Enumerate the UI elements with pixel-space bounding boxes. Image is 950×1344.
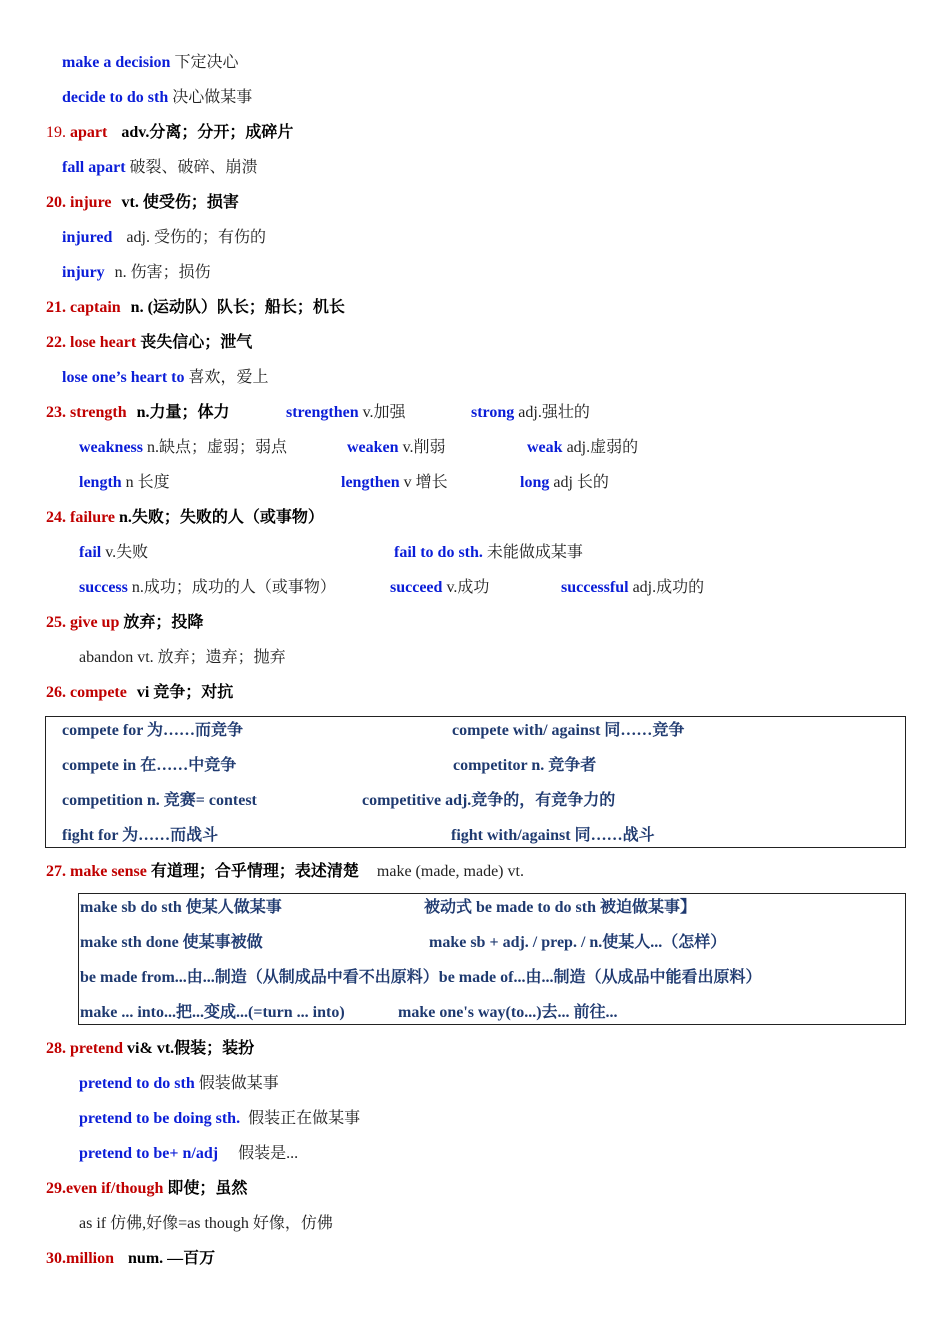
phrase-line — [62, 86, 252, 110]
phrase-en: decide to do sth — [62, 89, 169, 106]
entry-definition: n.失败；失败的人（或事物） — [115, 509, 324, 526]
phrase-en: lose one’s heart to — [62, 369, 185, 386]
phrase-line — [79, 1142, 298, 1166]
box-phrase: fight for 为……而战斗 — [62, 827, 219, 844]
entry-26 — [46, 681, 233, 705]
entry-word: 26. compete — [46, 684, 127, 701]
entry-23 — [46, 401, 926, 425]
related-word-en: length — [79, 474, 122, 491]
entry-definition: 丧失信心；泄气 — [136, 334, 253, 351]
phrase-line — [79, 1107, 360, 1131]
related-word-zh: v.削弱 — [398, 439, 446, 456]
word-family-line — [79, 576, 919, 600]
related-word — [79, 544, 148, 561]
related-word-en: weakness — [79, 439, 144, 456]
related-word-zh: adj.成功的 — [628, 579, 705, 596]
phrase-line — [62, 366, 269, 390]
entry-22 — [46, 331, 252, 355]
entry-definition: vi& vt.假装；装扮 — [123, 1040, 255, 1057]
compete-phrases-box — [45, 716, 906, 848]
related-word — [341, 471, 448, 495]
related-word-zh: n.缺点；虚弱；弱点 — [143, 439, 288, 456]
related-word-en: fail — [79, 544, 102, 561]
entry-20 — [46, 191, 239, 215]
box-phrase: make one's way(to...)去... 前往... — [398, 1004, 618, 1021]
box-phrase: make sth done 使某事被做 — [80, 934, 263, 951]
related-word-zh: adj 长的 — [549, 474, 609, 491]
related-word — [471, 401, 590, 425]
entry-word: 25. give up — [46, 614, 120, 631]
phrase-line — [79, 1072, 279, 1096]
phrase-zh: 决心做某事 — [168, 89, 253, 106]
related-word — [79, 474, 170, 491]
word-family-line — [79, 471, 919, 495]
related-word-zh: n 长度 — [121, 474, 170, 491]
box-phrase: competitive adj.竞争的，有竞争力的 — [362, 792, 616, 809]
phrase-line — [62, 51, 238, 75]
box-phrase: compete in 在……中竞争 — [62, 757, 237, 774]
box-phrase: compete with/ against 同……竞争 — [452, 722, 685, 739]
word-family-line — [79, 541, 919, 565]
entry-word: 20. injure — [46, 194, 112, 211]
box-phrase: make ... into...把...变成...(=turn ... into) — [80, 1004, 345, 1021]
entry-definition: n. (运动队）队长；船长；机长 — [130, 299, 345, 316]
entry-word: 24. failure — [46, 509, 116, 526]
entry-30 — [46, 1247, 215, 1271]
phrase-line: as if 仿佛,好像=as though 好像，仿佛 — [79, 1215, 333, 1232]
entry-21 — [46, 296, 345, 320]
box-phrase: make sb + adj. / prep. / n.使某人...（怎样） — [429, 934, 727, 951]
phrase-zh: 破裂、破碎、崩溃 — [125, 159, 258, 176]
phrase-zh: 假装做某事 — [194, 1075, 279, 1092]
related-word-zh: n.成功；成功的人（或事物） — [127, 579, 336, 596]
box-phrase: competition n. 竞赛= contest — [62, 792, 257, 809]
entry-word: 23. strength — [46, 404, 127, 421]
phrase-zh: n. 伤害；损伤 — [114, 264, 211, 281]
related-word — [286, 401, 406, 425]
box-phrase: 被动式 be made to do sth 被迫做某事】 — [424, 899, 697, 916]
entry-number: 19. — [46, 124, 66, 141]
related-word-en: successful — [561, 579, 629, 596]
entry-definition: num. —百万 — [128, 1250, 216, 1267]
phrase-zh: 下定决心 — [170, 54, 239, 71]
related-word-zh: v 增长 — [399, 474, 448, 491]
make-phrases-box — [78, 893, 906, 1025]
related-word — [561, 576, 704, 600]
entry-word: 30.million — [46, 1250, 115, 1267]
related-word-en: succeed — [390, 579, 443, 596]
phrase-line: abandon vt. 放弃；遗弃；抛弃 — [79, 649, 286, 666]
entry-27 — [46, 860, 524, 884]
box-phrase: make sb do sth 使某人做某事 — [80, 899, 282, 916]
phrase-zh: adj. 受伤的；有伤的 — [126, 229, 266, 246]
word-family-line — [79, 436, 919, 460]
entry-definition: 放弃；投降 — [119, 614, 204, 631]
entry-19 — [46, 121, 293, 145]
related-word-zh: v.失败 — [101, 544, 149, 561]
entry-24 — [46, 506, 324, 530]
related-word — [79, 579, 336, 596]
related-word-en: long — [520, 474, 550, 491]
entry-29 — [46, 1177, 247, 1201]
entry-28 — [46, 1037, 254, 1061]
phrase-en: pretend to be+ n/adj — [79, 1145, 219, 1162]
entry-extra: make (made, made) vt. — [376, 863, 524, 880]
related-word-en: strong — [471, 404, 515, 421]
phrase-en: injured — [62, 229, 113, 246]
related-word-en: weak — [527, 439, 563, 456]
phrase-en: injury — [62, 264, 105, 281]
related-word — [520, 471, 609, 495]
phrase-en: pretend to do sth — [79, 1075, 195, 1092]
related-word — [390, 576, 489, 600]
related-word-zh: v.加强 — [358, 404, 406, 421]
related-word-en: strengthen — [286, 404, 359, 421]
related-word — [527, 436, 638, 460]
phrase-line — [62, 226, 266, 250]
entry-word: 22. lose heart — [46, 334, 137, 351]
phrase-line — [62, 156, 258, 180]
phrase-line — [62, 261, 211, 285]
phrase-zh: 喜欢，爱上 — [184, 369, 269, 386]
phrase-en: pretend to be doing sth. — [79, 1110, 241, 1127]
entry-definition: adv.分离；分开；成碎片 — [121, 124, 294, 141]
entry-word: 29.even if/though — [46, 1180, 164, 1197]
related-word-zh: adj.强壮的 — [514, 404, 590, 421]
entry-definition: n.力量；体力 — [136, 404, 230, 421]
phrase-zh: 假装正在做某事 — [244, 1110, 361, 1127]
entry-25 — [46, 611, 203, 635]
entry-word: apart — [66, 124, 108, 141]
related-word-en: fail to do sth. — [394, 544, 483, 561]
box-phrase: compete for 为……而竞争 — [62, 722, 244, 739]
related-word-en: success — [79, 579, 128, 596]
entry-word: 27. make sense — [46, 863, 147, 880]
entry-word: 28. pretend — [46, 1040, 124, 1057]
related-word — [347, 436, 446, 460]
phrase-zh: 假装是... — [238, 1145, 299, 1162]
related-word-en: lengthen — [341, 474, 400, 491]
phrase-en: fall apart — [62, 159, 126, 176]
related-word — [394, 541, 583, 565]
related-word-zh: v.成功 — [442, 579, 490, 596]
entry-word: 21. captain — [46, 299, 121, 316]
related-word-zh: adj.虚弱的 — [562, 439, 639, 456]
entry-definition: vt. 使受伤；损害 — [121, 194, 239, 211]
box-phrase: be made from...由...制造（从制成品中看不出原料）be made of...由...制造（从成品中能看出原料） — [80, 969, 762, 986]
entry-definition: 即使；虽然 — [163, 1180, 248, 1197]
related-word-en: weaken — [347, 439, 399, 456]
related-word — [79, 439, 287, 456]
entry-definition: vi 竞争；对抗 — [136, 684, 234, 701]
box-phrase: competitor n. 竞争者 — [453, 757, 597, 774]
box-phrase: fight with/against 同……战斗 — [451, 827, 655, 844]
phrase-en: make a decision — [62, 54, 171, 71]
entry-definition: 有道理；合乎情理；表述清楚 — [146, 863, 359, 880]
related-word-zh: 未能做成某事 — [482, 544, 583, 561]
